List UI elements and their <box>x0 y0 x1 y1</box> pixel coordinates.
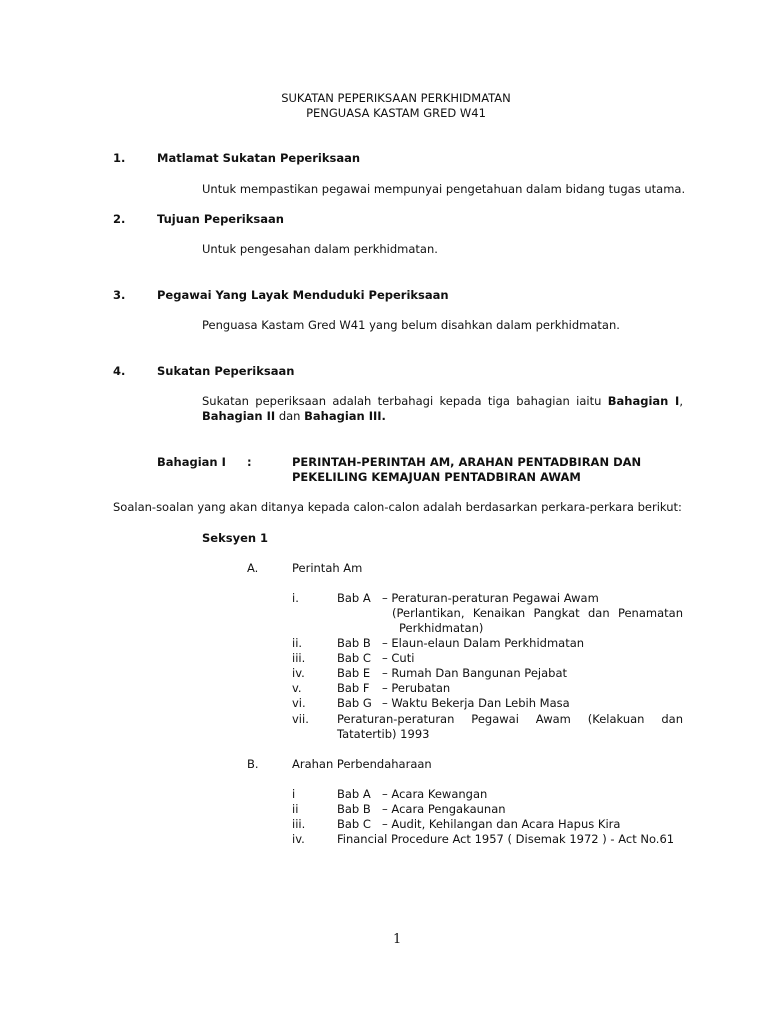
list-item-number: vii. <box>292 712 309 726</box>
section-1-text: Untuk mempastikan pegawai mempunyai pengetahuan dalam bidang tugas utama. <box>202 182 686 196</box>
section-2-number: 2. <box>113 212 126 226</box>
list-item-number: iii. <box>292 651 306 665</box>
list-item-bab: Bab F <box>337 681 370 695</box>
section-4-paragraph-line-1 <box>202 394 683 409</box>
list-item-desc: Financial Procedure Act 1957 ( Disemak 1972 ) - Act No.61 <box>337 832 675 846</box>
list-item-number: iii. <box>292 817 306 831</box>
section-2-text: Untuk pengesahan dalam perkhidmatan. <box>202 242 438 256</box>
list-item-desc-continued: Perkhidmatan) <box>399 621 484 635</box>
list-item-number: i <box>292 787 296 801</box>
list-item-desc: – Acara Pengakaunan <box>382 802 506 816</box>
document-title-line-2: PENGUASA KASTAM GRED W41 <box>306 106 486 120</box>
bahagian-title-line-1: PERINTAH-PERINTAH AM, ARAHAN PENTADBIRAN DAN <box>292 455 642 469</box>
list-item-bab: Bab B <box>337 636 371 650</box>
section-4-text: Sukatan peperiksaan adalah terbahagi kepada tiga bahagian iaitu <box>202 394 602 408</box>
bahagian-label: Bahagian I <box>157 455 226 469</box>
list-item-desc: – Cuti <box>382 651 415 665</box>
list-item-number: v. <box>292 681 302 695</box>
part-b-title: Arahan Perbendaharaan <box>292 757 432 771</box>
list-item-number: ii. <box>292 636 303 650</box>
part-b-letter: B. <box>247 757 259 771</box>
list-item-desc: – Elaun-elaun Dalam Perkhidmatan <box>382 636 585 650</box>
bahagian-ii-ref: Bahagian II <box>202 409 276 423</box>
dan-word: dan <box>278 409 301 423</box>
bahagian-iii-ref: Bahagian III <box>304 409 382 423</box>
list-item-desc-continued: (Perlantikan, Kenaikan Pangkat dan Penamatan <box>392 606 683 620</box>
part-a-letter: A. <box>247 561 259 575</box>
bahagian-colon: : <box>247 455 252 469</box>
list-item-bab: Bab B <box>337 802 371 816</box>
section-2-heading: Tujuan Peperiksaan <box>157 212 284 226</box>
section-1-number: 1. <box>113 151 126 165</box>
section-1-heading: Matlamat Sukatan Peperiksaan <box>157 151 361 165</box>
seksyen-heading: Seksyen 1 <box>202 531 269 545</box>
intro-text: Soalan-soalan yang akan ditanya kepada calon-calon adalah berdasarkan perkara-perkara berikut: <box>113 500 682 514</box>
list-item-number: vi. <box>292 696 306 710</box>
list-item-bab: Bab G <box>337 696 372 710</box>
list-item-bab: Bab C <box>337 817 371 831</box>
list-item-bab: Bab E <box>337 666 371 680</box>
section-3-text: Penguasa Kastam Gred W41 yang belum disahkan dalam perkhidmatan. <box>202 318 620 332</box>
page-number: 1 <box>393 932 402 947</box>
section-4-paragraph-line-2 <box>202 409 386 424</box>
list-item-desc: – Peraturan-peraturan Pegawai Awam <box>382 591 599 605</box>
list-item-desc: – Rumah Dan Bangunan Pejabat <box>382 666 567 680</box>
list-item-bab: Bab C <box>337 651 371 665</box>
comma: , <box>679 394 683 408</box>
bahagian-title-line-2: PEKELILING KEMAJUAN PENTADBIRAN AWAM <box>292 470 581 484</box>
list-item-bab: Bab A <box>337 591 371 605</box>
period: . <box>381 409 386 423</box>
list-item-bab: Bab A <box>337 787 371 801</box>
list-item-desc: Peraturan-peraturan Pegawai Awam (Kelakuan dan <box>337 712 683 726</box>
list-item-number: i. <box>292 591 299 605</box>
document-title-line-1: SUKATAN PEPERIKSAAN PERKHIDMATAN <box>281 91 511 105</box>
bahagian-i-ref: Bahagian I <box>607 394 680 408</box>
part-a-title: Perintah Am <box>292 561 363 575</box>
list-item-desc-continued: Tatatertib) 1993 <box>337 727 430 741</box>
list-item-number: iv. <box>292 832 305 846</box>
section-4-number: 4. <box>113 364 126 378</box>
list-item-number: iv. <box>292 666 305 680</box>
section-3-heading: Pegawai Yang Layak Menduduki Peperiksaan <box>157 288 449 302</box>
section-4-heading: Sukatan Peperiksaan <box>157 364 295 378</box>
section-3-number: 3. <box>113 288 126 302</box>
list-item-desc: – Waktu Bekerja Dan Lebih Masa <box>382 696 570 710</box>
list-item-desc: – Acara Kewangan <box>382 787 488 801</box>
list-item-number: ii <box>292 802 299 816</box>
list-item-desc: – Perubatan <box>382 681 451 695</box>
list-item-desc: – Audit, Kehilangan dan Acara Hapus Kira <box>382 817 621 831</box>
